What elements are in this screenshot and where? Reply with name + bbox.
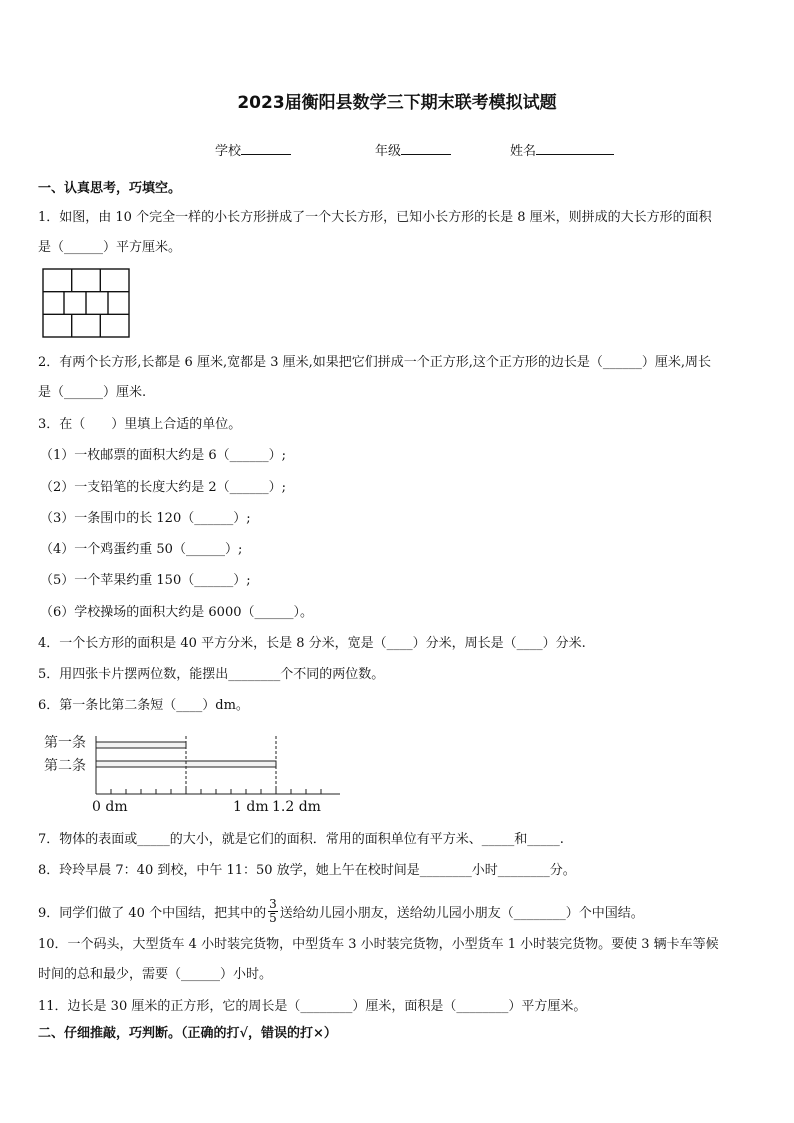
q10-line2: 时间的总和最少，需要（______）小时。	[38, 967, 273, 982]
q9-text-before: 9．同学们做了 40 个中国结，把其中的	[38, 906, 267, 921]
ruler-ticks	[111, 787, 321, 794]
q3-item-1: （1）一枚邮票的面积大约是 6（______）;	[40, 448, 287, 463]
grade-label: 年级	[375, 144, 402, 159]
grade-blank[interactable]	[401, 141, 451, 155]
section1-heading: 一、认真思考，巧填空。	[38, 181, 182, 196]
q1-line2: 是（______）平方厘米。	[38, 240, 182, 255]
q6: 6．第一条比第二条短（____）dm。	[38, 698, 249, 713]
q1-line1: 1．如图，由 10 个完全一样的小长方形拼成了一个大长方形，已知小长方形的长是 8 厘米，则拼成的大长方形的面积	[38, 210, 712, 225]
q1-brick-figure	[42, 268, 130, 338]
tick-label-1: 1 dm	[233, 799, 269, 815]
q3-item-5: （5）一个苹果约重 150（______）;	[40, 573, 251, 588]
section2-heading: 二、仔细推敲，巧判断。（正确的打√，错误的打×）	[38, 1026, 337, 1041]
school-blank[interactable]	[241, 141, 291, 155]
first-strip	[96, 742, 186, 748]
q7: 7．物体的表面或_____的大小，就是它们的面积．常用的面积单位有平方米、_____和_____.	[38, 832, 564, 847]
q3-item-4: （4）一个鸡蛋约重 50（______）;	[40, 542, 243, 557]
tick-label-12: 1.2 dm	[272, 799, 321, 815]
q3-item-6: （6）学校操场的面积大约是 6000（______）。	[40, 605, 313, 620]
name-label: 姓名	[510, 144, 537, 159]
q8: 8．玲玲早晨 7：40 到校，中午 11：50 放学，她上午在校时间是________小时________分。	[38, 863, 576, 878]
q5: 5．用四张卡片摆两位数，能摆出________个不同的两位数。	[38, 667, 385, 682]
q9	[38, 897, 644, 927]
name-field	[510, 140, 614, 159]
q3-prompt: 3．在（ ）里填上合适的单位。	[38, 417, 242, 432]
page-title: 2023届衡阳县数学三下期末联考模拟试题	[237, 93, 557, 113]
label-first-strip: 第一条	[44, 735, 86, 751]
q4: 4．一个长方形的面积是 40 平方分米，长是 8 分米，宽是（____）分米，周长是（____）分米.	[38, 636, 586, 651]
q9-fraction	[268, 898, 278, 925]
label-second-strip: 第二条	[44, 758, 86, 774]
tick-label-0: 0 dm	[92, 799, 128, 815]
q9-denominator: 5	[269, 911, 277, 925]
q3-item-2: （2）一支铅笔的长度大约是 2（______）;	[40, 480, 287, 495]
school-label: 学校	[215, 144, 242, 159]
q6-ruler-figure	[40, 730, 350, 816]
q9-text-after: 送给幼儿园小朋友，送给幼儿园小朋友（________）个中国结。	[279, 906, 644, 921]
school-field	[215, 140, 291, 159]
name-blank[interactable]	[536, 141, 614, 155]
q2-line2: 是（______）厘米.	[38, 385, 147, 400]
q9-numerator: 3	[269, 897, 277, 911]
q11: 11．边长是 30 厘米的正方形，它的周长是（________）厘米，面积是（________）平方厘米。	[38, 999, 587, 1014]
q2-line1: 2．有两个长方形,长都是 6 厘米,宽都是 3 厘米,如果把它们拼成一个正方形,这个正方形的边长是（______）厘米,周长	[38, 355, 712, 370]
q10-line1: 10．一个码头，大型货车 4 小时装完货物，中型货车 3 小时装完货物，小型货车 1 小时装完货物。要使 3 辆卡车等候	[38, 937, 719, 952]
q3-item-3: （3）一条围巾的长 120（______）;	[40, 511, 251, 526]
grade-field	[375, 140, 451, 159]
